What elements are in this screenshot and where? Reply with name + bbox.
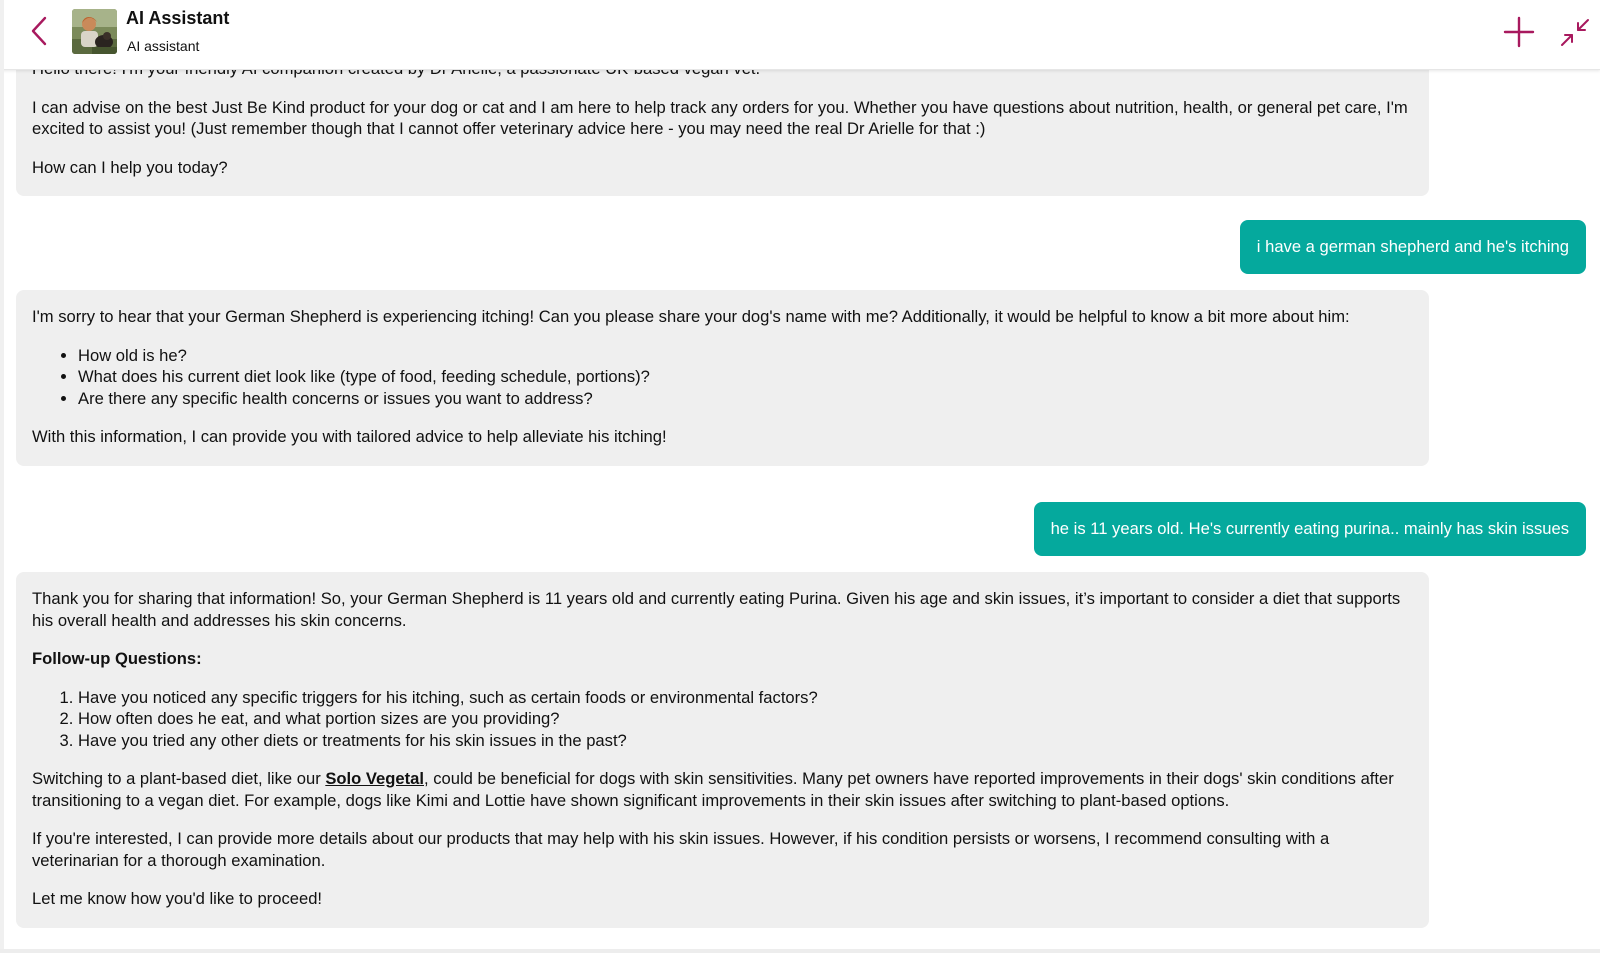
- list-item: • What does his current diet look like (type of food, feeding schedule, portions)?: [78, 366, 1413, 388]
- user-message: i have a german shepherd and he's itching: [1240, 220, 1586, 274]
- list-item: • Are there any specific health concerns or issues you want to address?: [78, 388, 1413, 410]
- message-numbered-list: [32, 687, 1413, 752]
- minimize-button[interactable]: [1559, 17, 1591, 49]
- message-bullet-list: [32, 345, 1413, 410]
- back-button[interactable]: [26, 14, 54, 48]
- page-title: AI Assistant: [126, 8, 230, 28]
- assistant-message: [16, 572, 1429, 928]
- panel-left-edge: [0, 0, 4, 953]
- product-link-solo-vegetal[interactable]: Solo Vegetal: [325, 769, 424, 788]
- plus-icon: [1502, 15, 1536, 49]
- list-item: • How old is he?: [78, 345, 1413, 367]
- chevron-left-icon: [26, 14, 54, 48]
- user-message: he is 11 years old. He's currently eating purina.. mainly has skin issues: [1034, 502, 1586, 556]
- message-paragraph: I'm sorry to hear that your German Shepherd is experiencing itching! Can you please share your dog's name with me? Additionally, it would be helpful to know a bit more about him:: [32, 307, 1350, 326]
- text-span: Switching to a plant-based diet, like our: [32, 769, 326, 788]
- minimize-icon: [1559, 17, 1591, 49]
- new-chat-button[interactable]: [1502, 15, 1536, 49]
- list-item: 2. How often does he eat, and what portion sizes are you providing?: [78, 708, 1413, 730]
- message-paragraph: How can I help you today?: [32, 157, 228, 177]
- list-item: 3. Have you tried any other diets or treatments for his skin issues in the past?: [78, 730, 1413, 752]
- page-subtitle: AI assistant: [127, 38, 200, 54]
- avatar: [72, 9, 117, 54]
- message-paragraph: [32, 648, 1413, 670]
- followup-heading: Follow-up Questions:: [32, 649, 202, 668]
- message-paragraph: With this information, I can provide you with tailored advice to help alleviate his itching!: [32, 427, 667, 446]
- message-paragraph: Thank you for sharing that information! So, your German Shepherd is 11 years old and currently eating Purina. Given his age and skin issues, it’s important to consider a diet that supports his overall health and addresses his skin concerns.: [32, 589, 1401, 630]
- message-paragraph: Let me know how you'd like to proceed!: [32, 889, 323, 908]
- message-paragraph: I can advise on the best Just Be Kind product for your dog or cat and I am here to help track any orders for you. Whether you have questions about nutrition, health, or general pet care, I'm excited to assist you! (Just remember though that I cannot offer veterinary advice here - you may need the real Dr Arielle for that :): [32, 97, 1408, 138]
- message-paragraph: [32, 768, 1413, 811]
- chat-header: [0, 0, 1600, 70]
- list-item: 1. Have you noticed any specific triggers for his itching, such as certain foods or environmental factors?: [78, 687, 1413, 709]
- text-span: , could be beneficial for dogs with skin sensitivities. Many pet owners have reported improvements in their dogs' skin conditions after transitioning to a vegan diet. For example, dogs like Kimi and Lottie have shown significant improvements in their skin issues after switching to plant-based options.: [32, 769, 1394, 810]
- panel-bottom-edge: [0, 949, 1600, 953]
- assistant-message: [16, 290, 1429, 466]
- message-paragraph: If you're interested, I can provide more details about our products that may help with his skin issues. However, if his condition persists or worsens, I recommend consulting with a veterinarian for a thorough examination.: [32, 829, 1330, 870]
